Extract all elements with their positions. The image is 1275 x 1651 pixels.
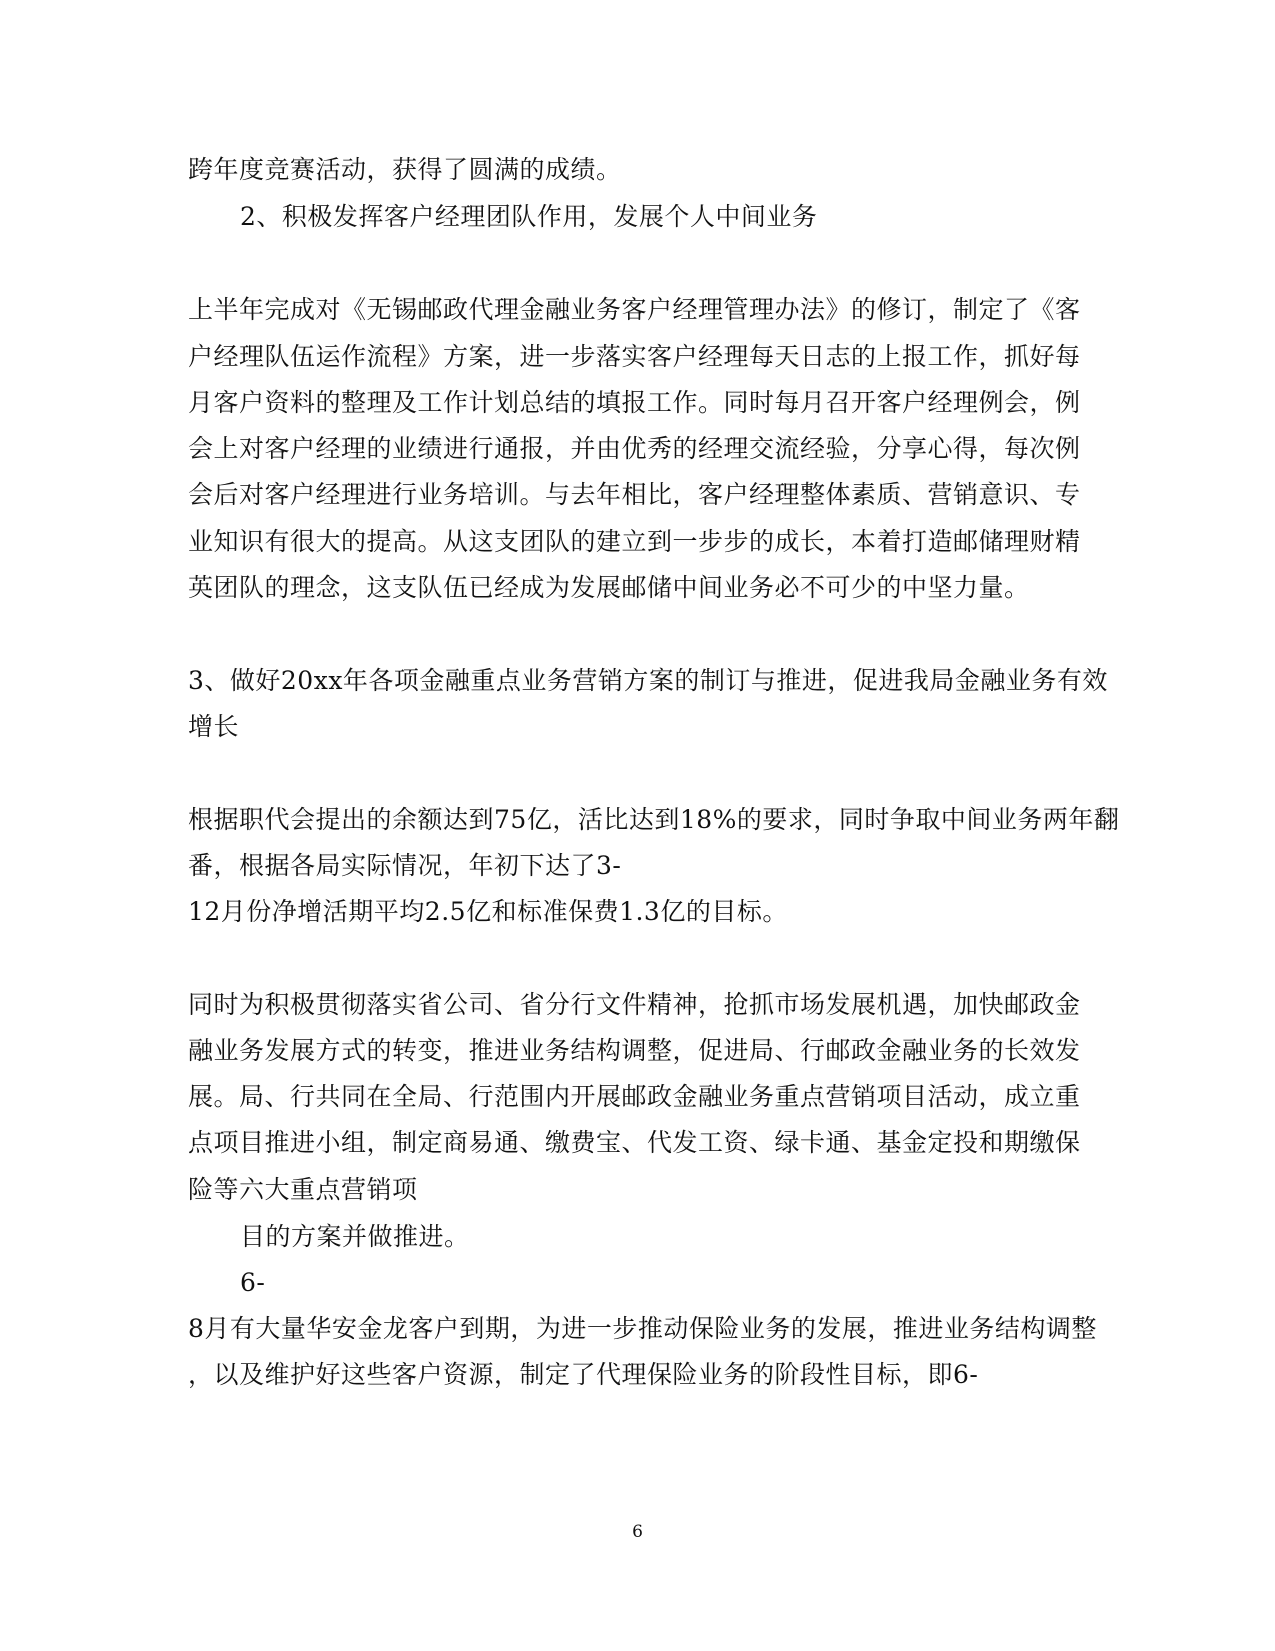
page-number: 6 xyxy=(632,1522,643,1542)
text-line: 月客户资料的整理及工作计划总结的填报工作。同时每月召开客户经理例会，例 xyxy=(188,388,1081,417)
text-line: 会上对客户经理的业绩进行通报，并由优秀的经理交流经验，分享心得，每次例 xyxy=(188,434,1081,463)
section-heading: 增长 xyxy=(188,712,240,741)
text-line: 6- xyxy=(240,1268,266,1297)
section-heading: 2、积极发挥客户经理团队作用，发展个人中间业务 xyxy=(240,202,818,231)
text-line: ，以及维护好这些客户资源，制定了代理保险业务的阶段性目标，即6- xyxy=(188,1360,979,1389)
text-line: 12月份净增活期平均2.5亿和标准保费1.3亿的目标。 xyxy=(188,897,788,926)
text-line: 业知识有很大的提高。从这支团队的建立到一步步的成长，本着打造邮储理财精 xyxy=(188,527,1081,556)
text-line: 番，根据各局实际情况，年初下达了3- xyxy=(188,851,622,880)
text-line: 融业务发展方式的转变，推进业务结构调整，促进局、行邮政金融业务的长效发 xyxy=(188,1036,1081,1065)
section-heading: 3、做好20xx年各项金融重点业务营销方案的制订与推进，促进我局金融业务有效 xyxy=(188,666,1108,695)
text-line: 展。局、行共同在全局、行范围内开展邮政金融业务重点营销项目活动，成立重 xyxy=(188,1082,1081,1111)
text-line: 8月有大量华安金龙客户到期，为进一步推动保险业务的发展，推进业务结构调整 xyxy=(188,1314,1097,1343)
text-line: 根据职代会提出的余额达到75亿，活比达到18%的要求，同时争取中间业务两年翻 xyxy=(188,805,1120,834)
text-line: 户经理队伍运作流程》方案，进一步落实客户经理每天日志的上报工作，抓好每 xyxy=(188,342,1081,371)
text-line: 会后对客户经理进行业务培训。与去年相比，客户经理整体素质、营销意识、专 xyxy=(188,480,1081,509)
text-line: 目的方案并做推进。 xyxy=(240,1222,470,1251)
text-line: 跨年度竞赛活动，获得了圆满的成绩。 xyxy=(188,155,622,184)
text-line: 上半年完成对《无锡邮政代理金融业务客户经理管理办法》的修订，制定了《客 xyxy=(188,295,1081,324)
text-line: 点项目推进小组，制定商易通、缴费宝、代发工资、绿卡通、基金定投和期缴保 xyxy=(188,1128,1081,1157)
text-line: 英团队的理念，这支队伍已经成为发展邮储中间业务必不可少的中坚力量。 xyxy=(188,573,1030,602)
text-line: 险等六大重点营销项 xyxy=(188,1175,418,1204)
text-line: 同时为积极贯彻落实省公司、省分行文件精神，抢抓市场发展机遇，加快邮政金 xyxy=(188,990,1081,1019)
